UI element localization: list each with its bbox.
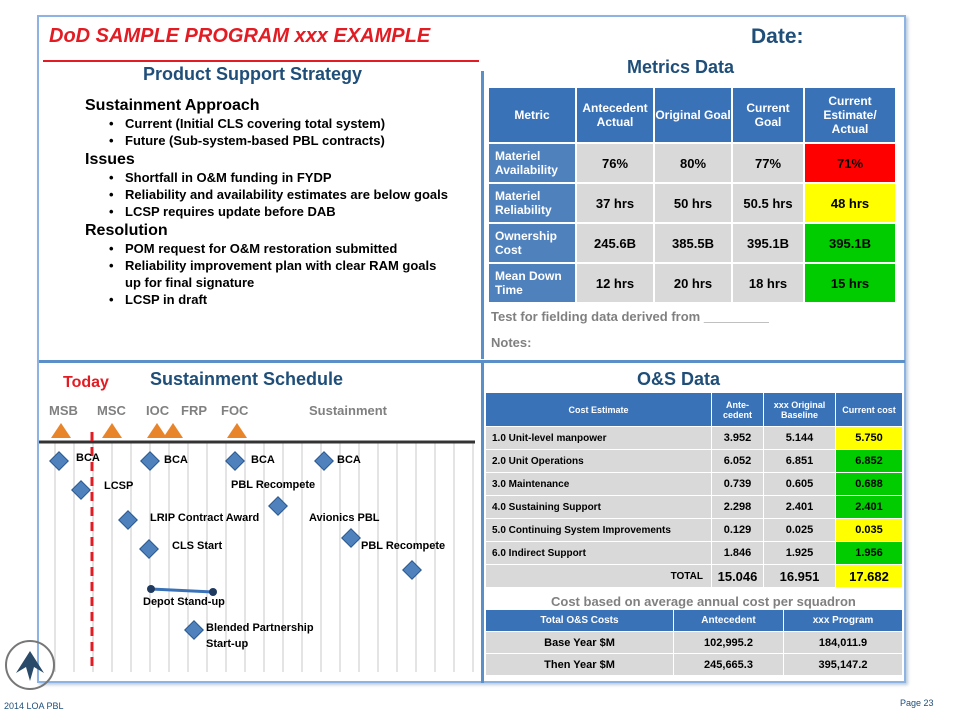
- original-goal-cell: 80%: [654, 143, 732, 183]
- event-label: Blended Partnership Start-up: [206, 622, 314, 650]
- group-title: Issues: [85, 151, 135, 168]
- antecedent-cell: 0.739: [712, 473, 764, 496]
- metric-cell: Materiel Reliability: [488, 183, 576, 223]
- vertical-divider-top: [481, 71, 484, 359]
- column-header: Metric: [488, 87, 576, 143]
- milestone-marker: [227, 423, 247, 438]
- antecedent-cell: 12 hrs: [576, 263, 654, 303]
- strategy-heading: Product Support Strategy: [143, 64, 363, 84]
- os-cost-table: [485, 392, 903, 588]
- list-item: • Future (Sub-system-based PBL contracts): [109, 132, 455, 149]
- schedule-heading: Sustainment Schedule: [150, 369, 344, 389]
- cost-label: 5.0 Continuing System Improvements: [486, 519, 712, 542]
- current-goal-cell: 18 hrs: [732, 263, 804, 303]
- depot-end-dot: [209, 588, 217, 596]
- table-row: [486, 450, 903, 473]
- column-header: xxx Original Baseline: [764, 393, 836, 427]
- table-row: [486, 496, 903, 519]
- table-row: [488, 223, 896, 263]
- total-label: TOTAL: [486, 565, 712, 588]
- baseline-cell: 6.851: [764, 450, 836, 473]
- milestone-marker: [51, 423, 71, 438]
- event-label: BCA: [251, 454, 275, 466]
- milestone-marker: [102, 423, 122, 438]
- cost-label: 6.0 Indirect Support: [486, 542, 712, 565]
- original-goal-cell: 50 hrs: [654, 183, 732, 223]
- total-baseline: 16.951: [764, 565, 836, 588]
- depot-start-dot: [147, 585, 155, 593]
- cost-label: 3.0 Maintenance: [486, 473, 712, 496]
- estimate-cell: 48 hrs: [804, 183, 896, 223]
- program-cell: 395,147.2: [784, 654, 903, 676]
- cost-label: 1.0 Unit-level manpower: [486, 427, 712, 450]
- horizontal-divider: [39, 360, 905, 363]
- column-header: Cost Estimate: [486, 393, 712, 427]
- slide: [37, 15, 906, 683]
- current-cost-cell: 5.750: [836, 427, 903, 450]
- title-underline: [43, 60, 479, 62]
- baseline-cell: 0.025: [764, 519, 836, 542]
- list-item: • LCSP requires update before DAB: [109, 203, 455, 220]
- group-title: Resolution: [85, 222, 168, 239]
- original-goal-cell: 20 hrs: [654, 263, 732, 303]
- list-item: • POM request for O&M restoration submitted: [109, 240, 455, 257]
- column-header: Antecedent Actual: [576, 87, 654, 143]
- column-header: Current Goal: [732, 87, 804, 143]
- column-header: Current Estimate/ Actual: [804, 87, 896, 143]
- total-current: 17.682: [836, 565, 903, 588]
- current-cost-cell: 1.956: [836, 542, 903, 565]
- column-header: xxx Program: [784, 610, 903, 632]
- milestone-msc: MSC: [97, 403, 126, 418]
- milestone-marker: [163, 423, 183, 438]
- column-header: Current cost: [836, 393, 903, 427]
- table-row: [488, 263, 896, 303]
- metrics-table: [487, 86, 897, 304]
- cost-label: 2.0 Unit Operations: [486, 450, 712, 473]
- metric-cell: Mean Down Time: [488, 263, 576, 303]
- antecedent-cell: 6.052: [712, 450, 764, 473]
- today-label: Today: [63, 374, 109, 391]
- os-heading: O&S Data: [637, 369, 721, 389]
- antecedent-cell: 2.298: [712, 496, 764, 519]
- event-label: LCSP: [104, 480, 134, 492]
- cost-label: 4.0 Sustaining Support: [486, 496, 712, 519]
- list-item: • LCSP in draft: [109, 291, 455, 308]
- milestone-msb: MSB: [49, 403, 78, 418]
- current-cost-cell: 6.852: [836, 450, 903, 473]
- strategy-content: [85, 95, 455, 308]
- estimate-cell: 71%: [804, 143, 896, 183]
- milestone-sustainment: Sustainment: [309, 403, 388, 418]
- event-label: BCA: [337, 454, 361, 466]
- antecedent-cell: 102,995.2: [674, 632, 784, 654]
- metric-cell: Materiel Availability: [488, 143, 576, 183]
- current-goal-cell: 50.5 hrs: [732, 183, 804, 223]
- antecedent-cell: 3.952: [712, 427, 764, 450]
- antecedent-cell: 0.129: [712, 519, 764, 542]
- milestone-ioc: IOC: [146, 403, 170, 418]
- antecedent-cell: 1.846: [712, 542, 764, 565]
- cost-label: Then Year $M: [486, 654, 674, 676]
- estimate-cell: 15 hrs: [804, 263, 896, 303]
- notes-label: Notes:: [491, 335, 532, 350]
- antecedent-cell: 245.6B: [576, 223, 654, 263]
- total-os-table: [485, 609, 903, 676]
- page-title: DoD SAMPLE PROGRAM xxx EXAMPLE: [49, 25, 431, 47]
- table-row: [488, 183, 896, 223]
- table-row: [488, 143, 896, 183]
- estimate-cell: 395.1B: [804, 223, 896, 263]
- table-row: [486, 632, 903, 654]
- column-header: Original Goal: [654, 87, 732, 143]
- footer-left: 2014 LOA PBL: [4, 701, 64, 711]
- event-label: Avionics PBL: [309, 512, 380, 524]
- list-item: • Current (Initial CLS covering total system): [109, 115, 455, 132]
- antecedent-cell: 245,665.3: [674, 654, 784, 676]
- event-label: BCA: [76, 452, 100, 464]
- table-row: [486, 654, 903, 676]
- vertical-divider-bottom: [481, 363, 484, 683]
- baseline-cell: 5.144: [764, 427, 836, 450]
- column-header: Ante-cedent: [712, 393, 764, 427]
- metrics-heading: Metrics Data: [627, 57, 735, 77]
- program-cell: 184,011.9: [784, 632, 903, 654]
- date-label: Date:: [751, 25, 804, 48]
- list-item: • Shortfall in O&M funding in FYDP: [109, 169, 455, 186]
- event-label: PBL Recompete: [361, 540, 446, 552]
- current-goal-cell: 395.1B: [732, 223, 804, 263]
- baseline-cell: 1.925: [764, 542, 836, 565]
- current-cost-cell: 0.035: [836, 519, 903, 542]
- column-header: Antecedent: [674, 610, 784, 632]
- event-label: BCA: [164, 454, 188, 466]
- list-item: • Reliability improvement plan with clear RAM goals up for final signature: [109, 257, 455, 291]
- table-row: [486, 542, 903, 565]
- event-label: PBL Recompete: [231, 479, 316, 491]
- table-row: [486, 519, 903, 542]
- current-cost-cell: 0.688: [836, 473, 903, 496]
- logo-icon: [4, 637, 56, 693]
- event-label: CLS Start: [172, 540, 223, 552]
- event-label: LRIP Contract Award: [150, 512, 260, 524]
- total-antecedent: 15.046: [712, 565, 764, 588]
- baseline-cell: 2.401: [764, 496, 836, 519]
- antecedent-cell: 37 hrs: [576, 183, 654, 223]
- table-row: [486, 427, 903, 450]
- depot-bar: [151, 589, 213, 592]
- cost-note: Cost based on average annual cost per squadron: [551, 594, 856, 609]
- test-note: Test for fielding data derived from _________: [491, 309, 769, 324]
- list-item: • Reliability and availability estimates are below goals: [109, 186, 455, 203]
- cost-label: Base Year $M: [486, 632, 674, 654]
- page-number: Page 23: [900, 698, 934, 708]
- milestone-frp: FRP: [181, 403, 207, 418]
- milestone-foc: FOC: [221, 403, 249, 418]
- antecedent-cell: 76%: [576, 143, 654, 183]
- metric-cell: Ownership Cost: [488, 223, 576, 263]
- group-title: Sustainment Approach: [85, 97, 260, 114]
- original-goal-cell: 385.5B: [654, 223, 732, 263]
- baseline-cell: 0.605: [764, 473, 836, 496]
- total-row: [486, 565, 903, 588]
- current-cost-cell: 2.401: [836, 496, 903, 519]
- column-header: Total O&S Costs: [486, 610, 674, 632]
- table-row: [486, 473, 903, 496]
- current-goal-cell: 77%: [732, 143, 804, 183]
- event-label: Depot Stand-up: [143, 596, 225, 608]
